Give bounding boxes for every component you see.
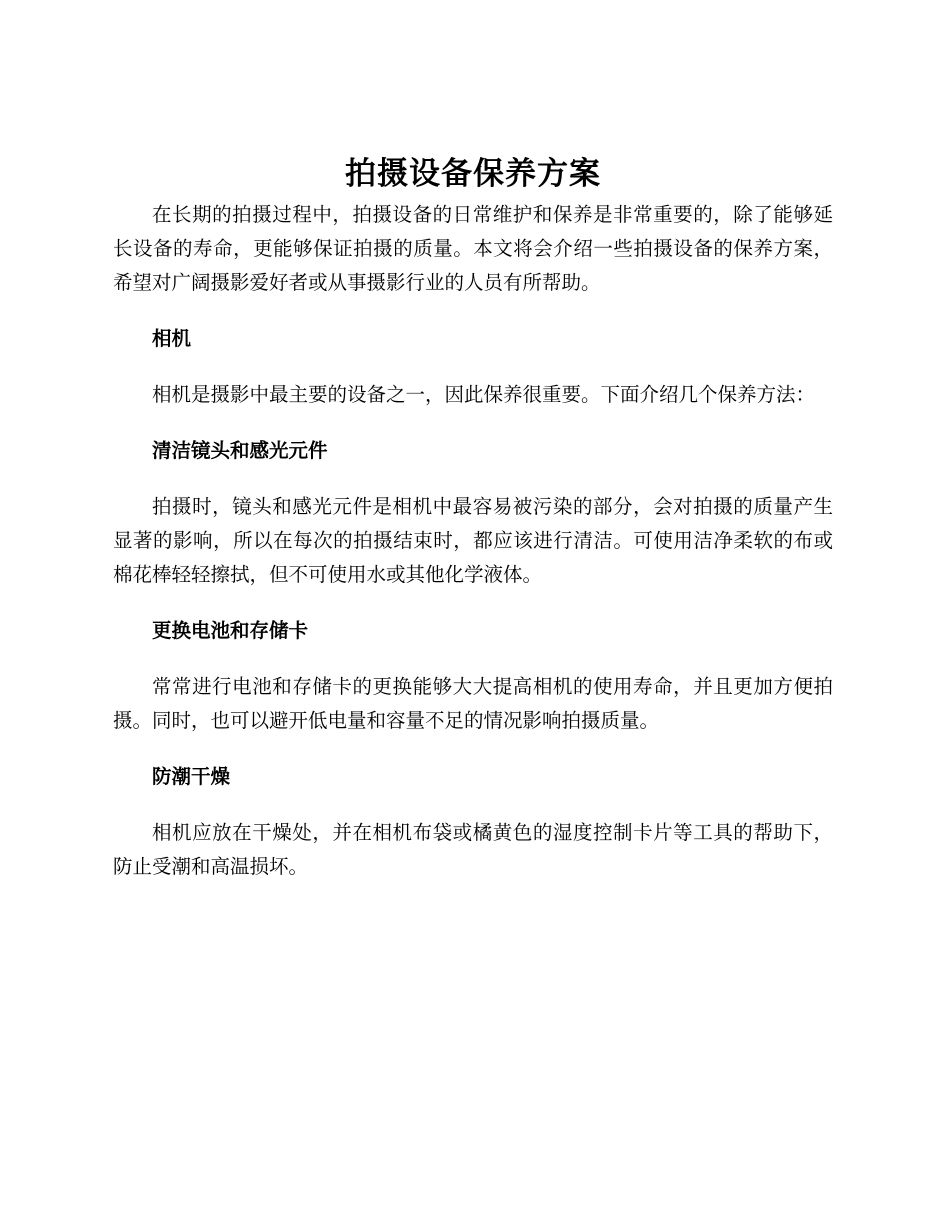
- section-heading-moisture: 防潮干燥: [152, 765, 231, 788]
- section-body-clean-lens: 拍摄时，镜头和感光元件是相机中最容易被污染的部分，会对拍摄的质量产生显著的影响，所以在每次的拍摄结束时，都应该进行清洁。可使用洁净柔软的布或棉花棒轻轻擦拭，但不可使用水或其他化学液体。: [113, 495, 833, 586]
- section-heading-battery-card: 更换电池和存储卡: [152, 619, 309, 642]
- intro-paragraph: 在长期的拍摄过程中，拍摄设备的日常维护和保养是非常重要的，除了能够延长设备的寿命，更能够保证拍摄的质量。本文将会介绍一些拍摄设备的保养方案，希望对广阔摄影爱好者或从事摄影行业的人员有所帮助。: [113, 203, 833, 294]
- section-body-battery-card: 常常进行电池和存储卡的更换能够大大提高相机的使用寿命，并且更加方便拍摄。同时，也可以避开低电量和容量不足的情况影响拍摄质量。: [113, 675, 833, 732]
- section-heading-camera: 相机: [152, 327, 192, 350]
- section-body-moisture: 相机应放在干燥处，并在相机布袋或橘黄色的湿度控制卡片等工具的帮助下，防止受潮和高温损坏。: [113, 821, 833, 878]
- document-page: [113, 150, 833, 884]
- section-body-camera: 相机是摄影中最主要的设备之一，因此保养很重要。下面介绍几个保养方法：: [152, 383, 816, 406]
- document-title: 拍摄设备保养方案: [345, 156, 601, 192]
- section-heading-clean-lens: 清洁镜头和感光元件: [152, 439, 328, 462]
